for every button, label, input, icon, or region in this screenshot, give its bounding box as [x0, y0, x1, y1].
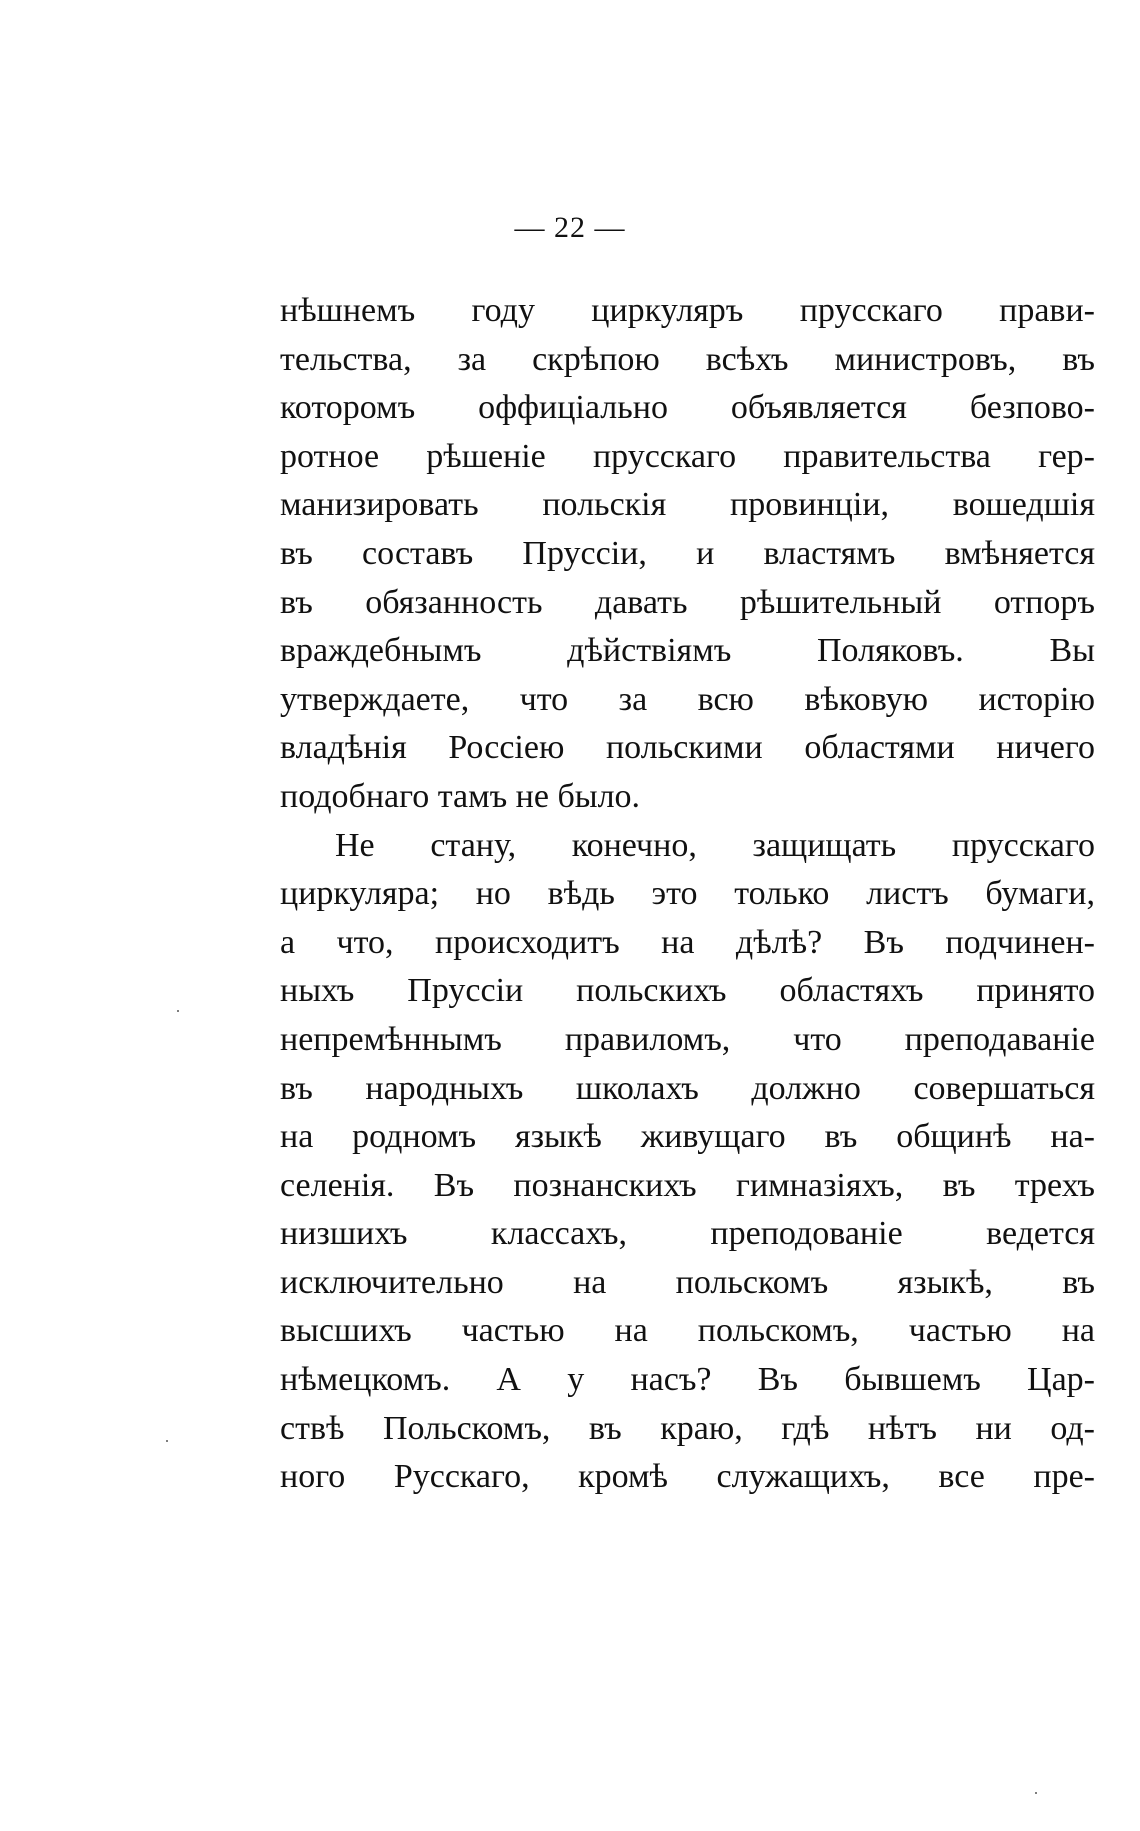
text-line: тельства, за скрѣпою всѣхъ министровъ, въ [280, 340, 1095, 378]
text-line: владѣнія Россіею польскими областями ничего [280, 729, 1095, 767]
text-line: ного Русскаго, кромѣ служащихъ, все пре- [280, 1458, 1095, 1496]
text-line: въ обязанность давать рѣшительный отпоръ [280, 583, 1095, 621]
scan-speck [1035, 1792, 1037, 1794]
text-line: на родномъ языкѣ живущаго въ общинѣ на- [280, 1118, 1095, 1156]
text-line: утверждаете, что за всю вѣковую исторію [280, 680, 1095, 718]
text-line: подобнаго тамъ не было. [280, 777, 641, 815]
paragraph-1 [280, 287, 1095, 822]
text-line: ныхъ Пруссіи польскихъ областяхъ принято [280, 972, 1095, 1010]
text-line: Не стану, конечно, защищать прусскаго [335, 826, 1095, 864]
text-line: ствѣ Польскомъ, въ краю, гдѣ нѣтъ ни од- [280, 1409, 1095, 1447]
text-line: высшихъ частью на польскомъ, частью на [280, 1312, 1095, 1350]
text-line: а что, происходитъ на дѣлѣ? Въ подчинен- [280, 923, 1095, 961]
text-line: исключительно на польскомъ языкѣ, въ [280, 1263, 1095, 1301]
scan-speck [166, 1440, 168, 1442]
text-line: въ народныхъ школахъ должно совершаться [280, 1069, 1095, 1107]
paragraph-2 [280, 822, 1095, 1502]
text-line: непремѣннымъ правиломъ, что преподаваніе [280, 1020, 1095, 1058]
text-line: циркуляра; но вѣдь это только листъ бумаги, [280, 875, 1095, 913]
text-line: въ составъ Пруссіи, и властямъ вмѣняется [280, 534, 1095, 572]
text-line: враждебнымъ дѣйствіямъ Поляковъ. Вы [280, 632, 1095, 670]
text-line: низшихъ классахъ, преподованіе ведется [280, 1215, 1095, 1253]
text-line: которомъ оффиціально объявляется безпово- [280, 389, 1095, 427]
text-line: нѣшнемъ году циркуляръ прусскаго прави- [280, 292, 1095, 329]
scan-speck [177, 1010, 179, 1012]
text-line: нѣмецкомъ. А у насъ? Въ бывшемъ Цар- [280, 1361, 1095, 1399]
text-line: манизировать польскія провинціи, вошедшія [280, 486, 1095, 524]
text-line: селенія. Въ познанскихъ гимназіяхъ, въ трехъ [280, 1166, 1095, 1204]
text-line: ротное рѣшеніе прусскаго правительства гер- [280, 437, 1095, 475]
body-text [280, 287, 1095, 1502]
page-number-header: — 22 — [514, 211, 626, 244]
